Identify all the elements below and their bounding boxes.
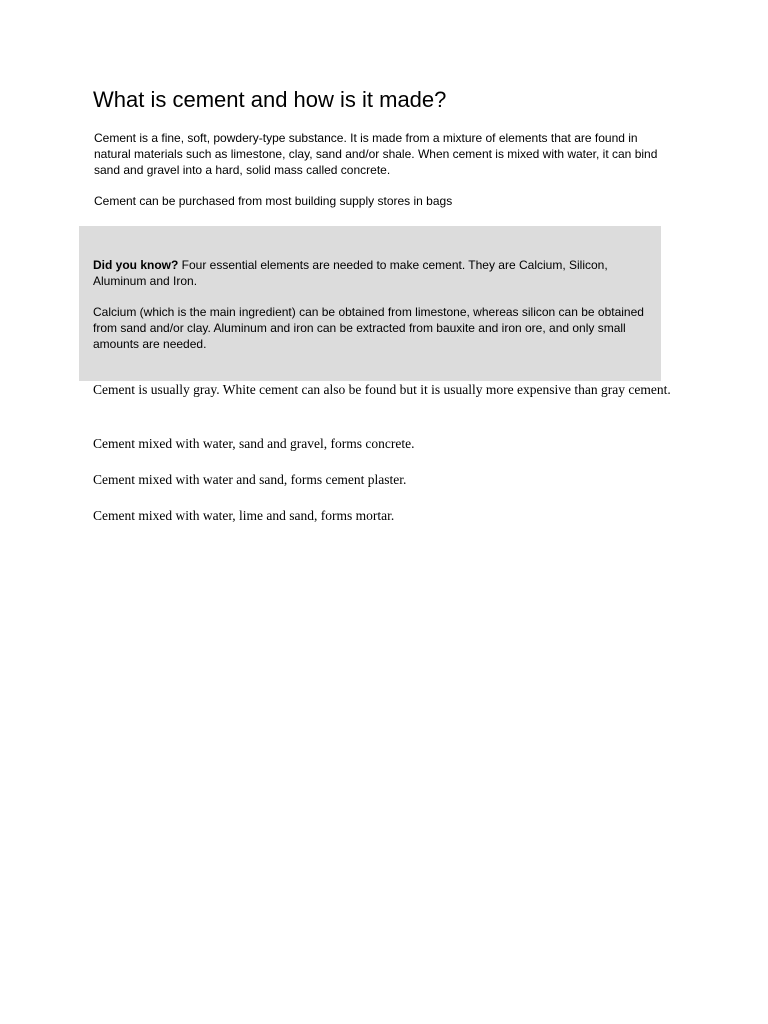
body-paragraph-concrete: Cement mixed with water, sand and gravel, forms concrete.: [93, 436, 415, 451]
did-you-know-callout: [79, 226, 661, 381]
did-you-know-paragraph: [93, 257, 655, 289]
did-you-know-label: Did you know?: [93, 258, 179, 272]
body-paragraph-gray-cement: Cement is usually gray. White cement can also be found but it is usually more expensive than gray cement.: [93, 382, 671, 397]
purchase-note: Cement can be purchased from most building supply stores in bags: [94, 194, 453, 208]
page-title: What is cement and how is it made?: [93, 87, 447, 112]
did-you-know-text: Four essential elements are needed to make cement. They are Calcium, Silicon, Aluminum and Iron.: [93, 258, 608, 288]
body-paragraph-plaster: Cement mixed with water and sand, forms cement plaster.: [93, 472, 407, 487]
intro-paragraph: Cement is a fine, soft, powdery-type substance. It is made from a mixture of elements that are found in natural materials such as limestone, clay, sand and/or shale. When cement is mixed with water, it can bind sand and gravel into a hard, solid mass called concrete.: [94, 131, 658, 177]
body-paragraph-mortar: Cement mixed with water, lime and sand, forms mortar.: [93, 508, 395, 523]
calcium-paragraph: Calcium (which is the main ingredient) can be obtained from limestone, whereas silicon can be obtained from sand and/or clay. Aluminum and iron can be extracted from bauxite and iron ore, and only small amounts are needed.: [93, 305, 644, 351]
